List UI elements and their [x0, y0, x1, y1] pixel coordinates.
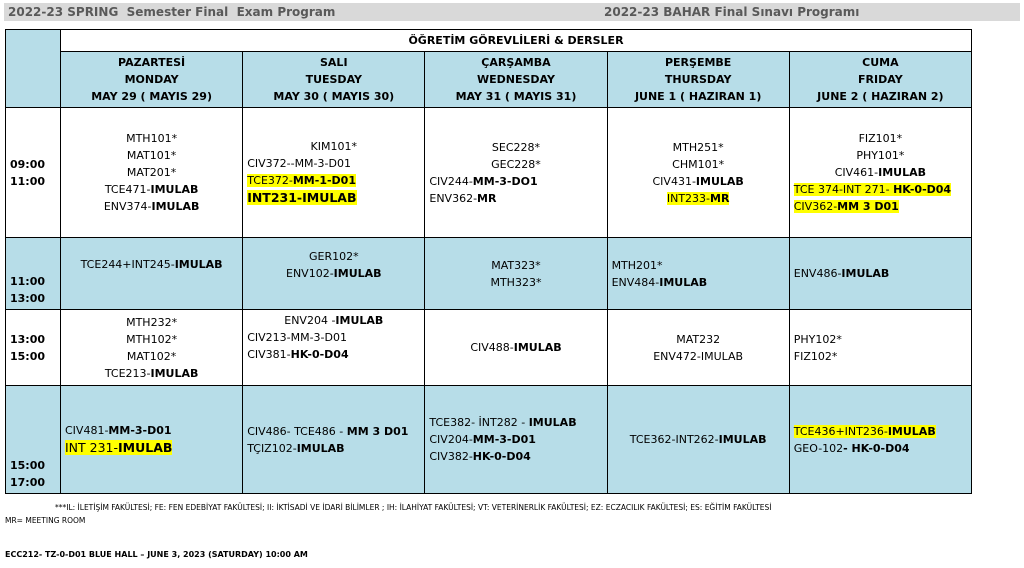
time-slot-1500: 15:00 17:00: [6, 386, 61, 494]
cell-friday-1500: TCE436+INT236-IMULAB GEO-102- HK-0-D04: [789, 386, 971, 494]
title-turkish: 2022-23 BAHAR Final Sınavı Programı: [604, 5, 860, 19]
footnote-ecc212: ECC212- TZ-0-D01 BLUE HALL – JUNE 3, 2023 (SATURDAY) 10:00 AM: [5, 550, 308, 559]
cell-monday-1500: CIV481-MM-3-D01 INT 231-IMULAB: [61, 386, 243, 494]
day-header-wednesday: ÇARŞAMBA WEDNESDAY MAY 31 ( MAYIS 31): [425, 52, 607, 108]
day-header-monday: PAZARTESİ MONDAY MAY 29 ( MAYIS 29): [61, 52, 243, 108]
corner-cell: [6, 30, 61, 108]
table-header: ÖĞRETİM GÖREVLİLERİ & DERSLER: [61, 30, 972, 52]
cell-wednesday-1100: MAT323* MTH323*: [425, 238, 607, 310]
cell-friday-1100: ENV486-IMULAB: [789, 238, 971, 310]
title-bar: [4, 3, 1020, 21]
title-english: 2022-23 SPRING Semester Final Exam Program: [8, 5, 336, 19]
cell-monday-1100: TCE244+INT245-IMULAB: [61, 238, 243, 310]
footnote-faculties: ***IL: İLETİŞİM FAKÜLTESİ; FE: FEN EDEBİYAT FAKÜLTESİ; II: İKTİSADİ VE İDARİ BİLİMLER ; IH: İLAHİYAT FAKÜLTESİ; VT: VETERİNERLİK FAKÜLTESİ; EZ: ECZACILIK FAKÜLTESİ; ES: EĞİTİM FAKÜLTESİ: [55, 503, 772, 512]
cell-friday-1300: PHY102* FIZ102*: [789, 310, 971, 386]
exam-schedule-table: [5, 29, 972, 494]
day-header-friday: CUMA FRIDAY JUNE 2 ( HAZIRAN 2): [789, 52, 971, 108]
cell-tuesday-1100: GER102* ENV102-IMULAB: [243, 238, 425, 310]
cell-wednesday-0900: SEC228* GEC228* CIV244-MM-3-DO1 ENV362-MR: [425, 108, 607, 238]
cell-friday-0900: FIZ101* PHY101* CIV461-IMULAB TCE 374-INT 271- HK-0-D04 CIV362-MM 3 D01: [789, 108, 971, 238]
cell-thursday-0900: MTH251* CHM101* CIV431-IMULAB INT233-MR: [607, 108, 789, 238]
cell-monday-1300: MTH232* MTH102* MAT102* TCE213-IMULAB: [61, 310, 243, 386]
day-header-tuesday: SALI TUESDAY MAY 30 ( MAYIS 30): [243, 52, 425, 108]
cell-wednesday-1300: CIV488-IMULAB: [425, 310, 607, 386]
time-slot-0900: 09:00 11:00: [6, 108, 61, 238]
time-slot-1300: 13:00 15:00: [6, 310, 61, 386]
cell-thursday-1500: TCE362-INT262-IMULAB: [607, 386, 789, 494]
cell-tuesday-1500: CIV486- TCE486 - MM 3 D01 TÇIZ102-IMULAB: [243, 386, 425, 494]
cell-thursday-1100: MTH201* ENV484-IMULAB: [607, 238, 789, 310]
cell-thursday-1300: MAT232 ENV472-IMULAB: [607, 310, 789, 386]
footnote-meeting-room: MR= MEETING ROOM: [5, 516, 86, 525]
day-header-thursday: PERŞEMBE THURSDAY JUNE 1 ( HAZIRAN 1): [607, 52, 789, 108]
cell-wednesday-1500: TCE382- İNT282 - IMULAB CIV204-MM-3-D01 CIV382-HK-0-D04: [425, 386, 607, 494]
cell-tuesday-0900: KIM101* CIV372--MM-3-D01 TCE372-MM-1-D01 INT231-IMULAB: [243, 108, 425, 238]
cell-tuesday-1300: ENV204 -IMULAB CIV213-MM-3-D01 CIV381-HK-0-D04: [243, 310, 425, 386]
time-slot-1100: 11:00 13:00: [6, 238, 61, 310]
cell-monday-0900: MTH101* MAT101* MAT201* TCE471-IMULAB ENV374-IMULAB: [61, 108, 243, 238]
